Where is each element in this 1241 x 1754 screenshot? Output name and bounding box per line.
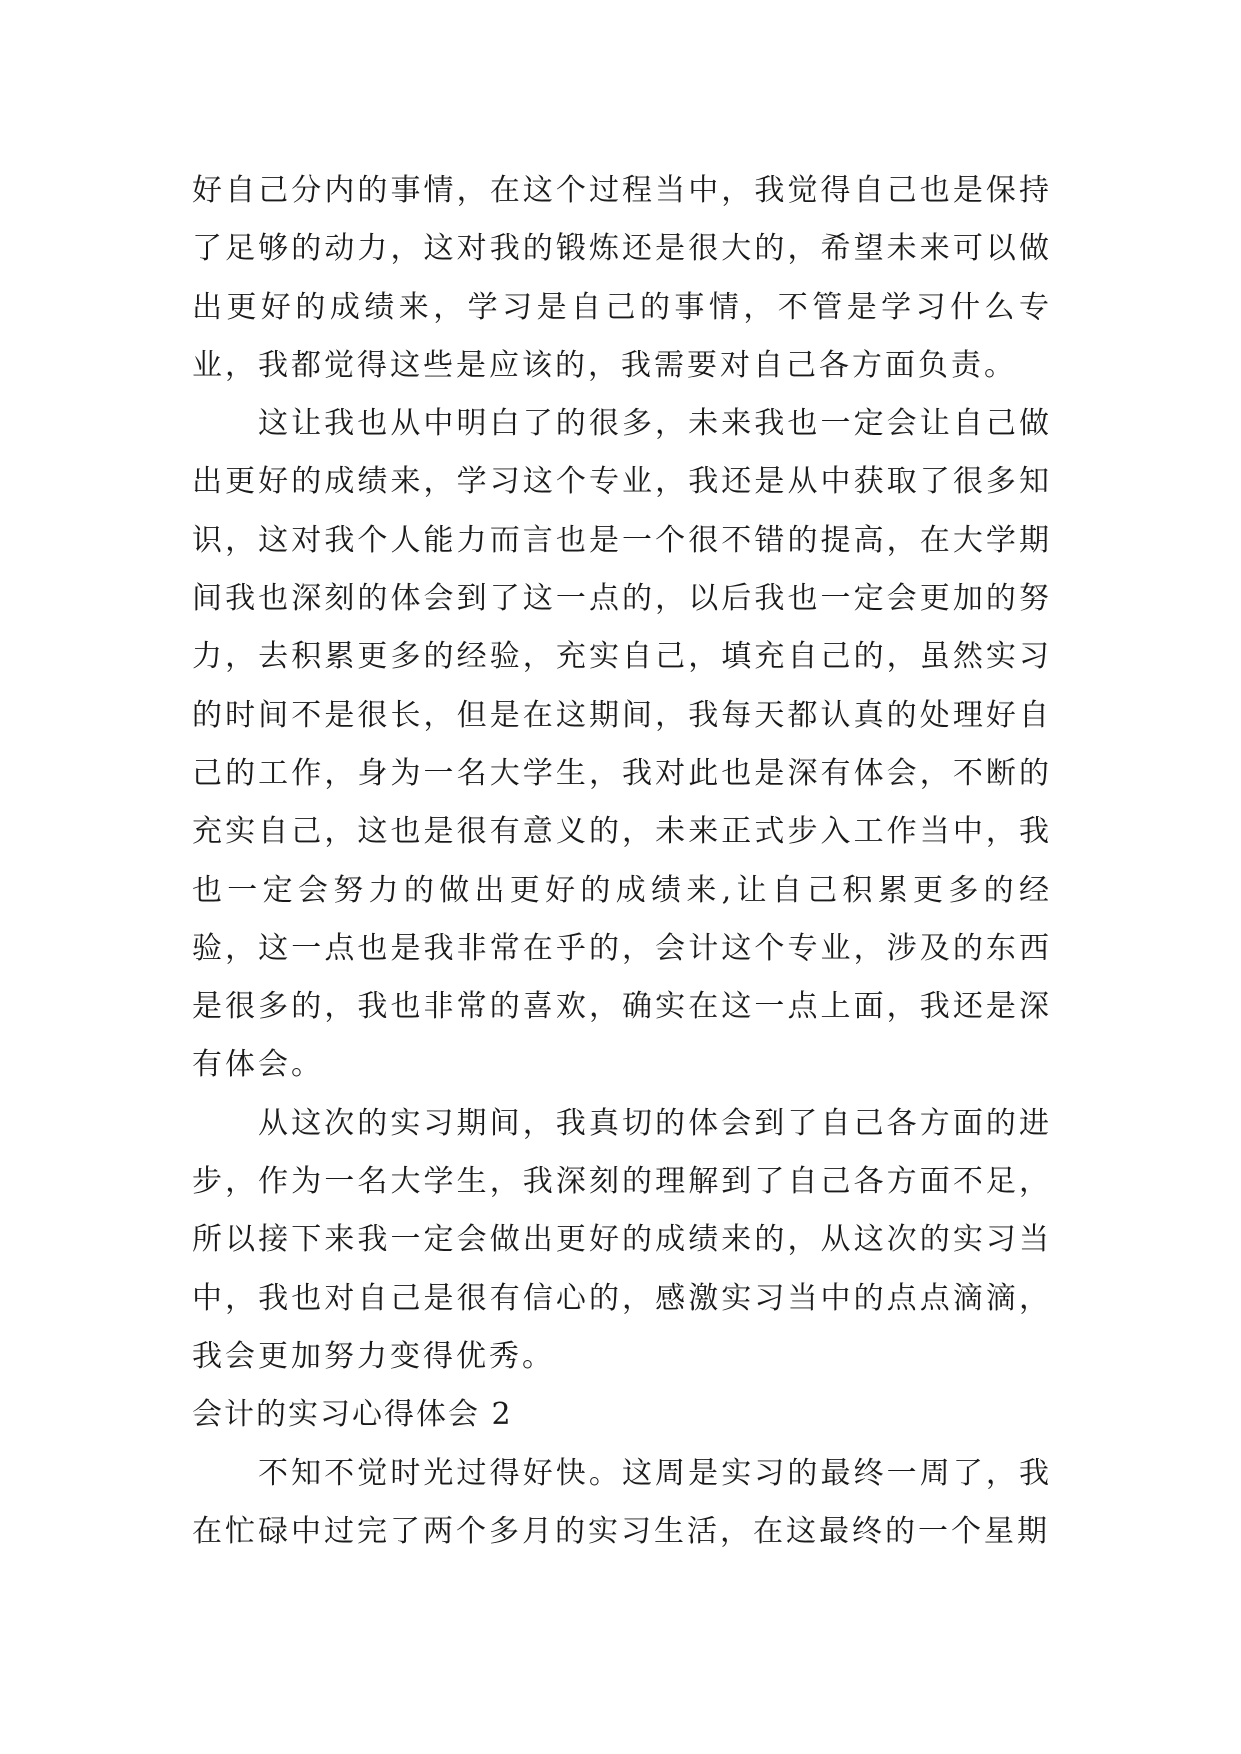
paragraph-internship-progress: 从这次的实习期间，我真切的体会到了自己各方面的进步，作为一名大学生，我深刻的理解到了自己各方面不足，所以接下来我一定会做出更好的成绩来的，从这次的实习当中，我也对自己是很有信心的，感激实习当中的点点滴滴，我会更加努力变得优秀。 [192,1105,1052,1374]
paragraph-continued: 好自己分内的事情，在这个过程当中，我觉得自己也是保持了足够的动力，这对我的锻炼还是很大的，希望未来可以做出更好的成绩来，学习是自己的事情，不管是学习什么专业，我都觉得这些是应该的，我需要对自己各方面负责。 [192,173,1052,383]
document-body [192,162,1052,1561]
paragraph-time-flies: 不知不觉时光过得好快。这周是实习的最终一周了，我在忙碌中过完了两个多月的实习生活，在这最终的一个星期 [192,1455,1052,1549]
section-heading: 会计的实习心得体会 2 [192,1397,513,1433]
paragraph-learning-reflection: 这让我也从中明白了的很多，未来我也一定会让自己做出更好的成绩来，学习这个专业，我还是从中获取了很多知识，这对我个人能力而言也是一个很不错的提高，在大学期间我也深刻的体会到了这一点的，以后我也一定会更加的努力，去积累更多的经验，充实自己，填充自己的，虽然实习的时间不是很长，但是在这期间，我每天都认真的处理好自己的工作，身为一名大学生，我对此也是深有体会，不断的充实自己，这也是很有意义的，未来正式步入工作当中，我也一定会努力的做出更好的成绩来,让自己积累更多的经验，这一点也是我非常在乎的，会计这个专业，涉及的东西是很多的，我也非常的喜欢，确实在这一点上面，我还是深有体会。 [192,406,1052,1083]
